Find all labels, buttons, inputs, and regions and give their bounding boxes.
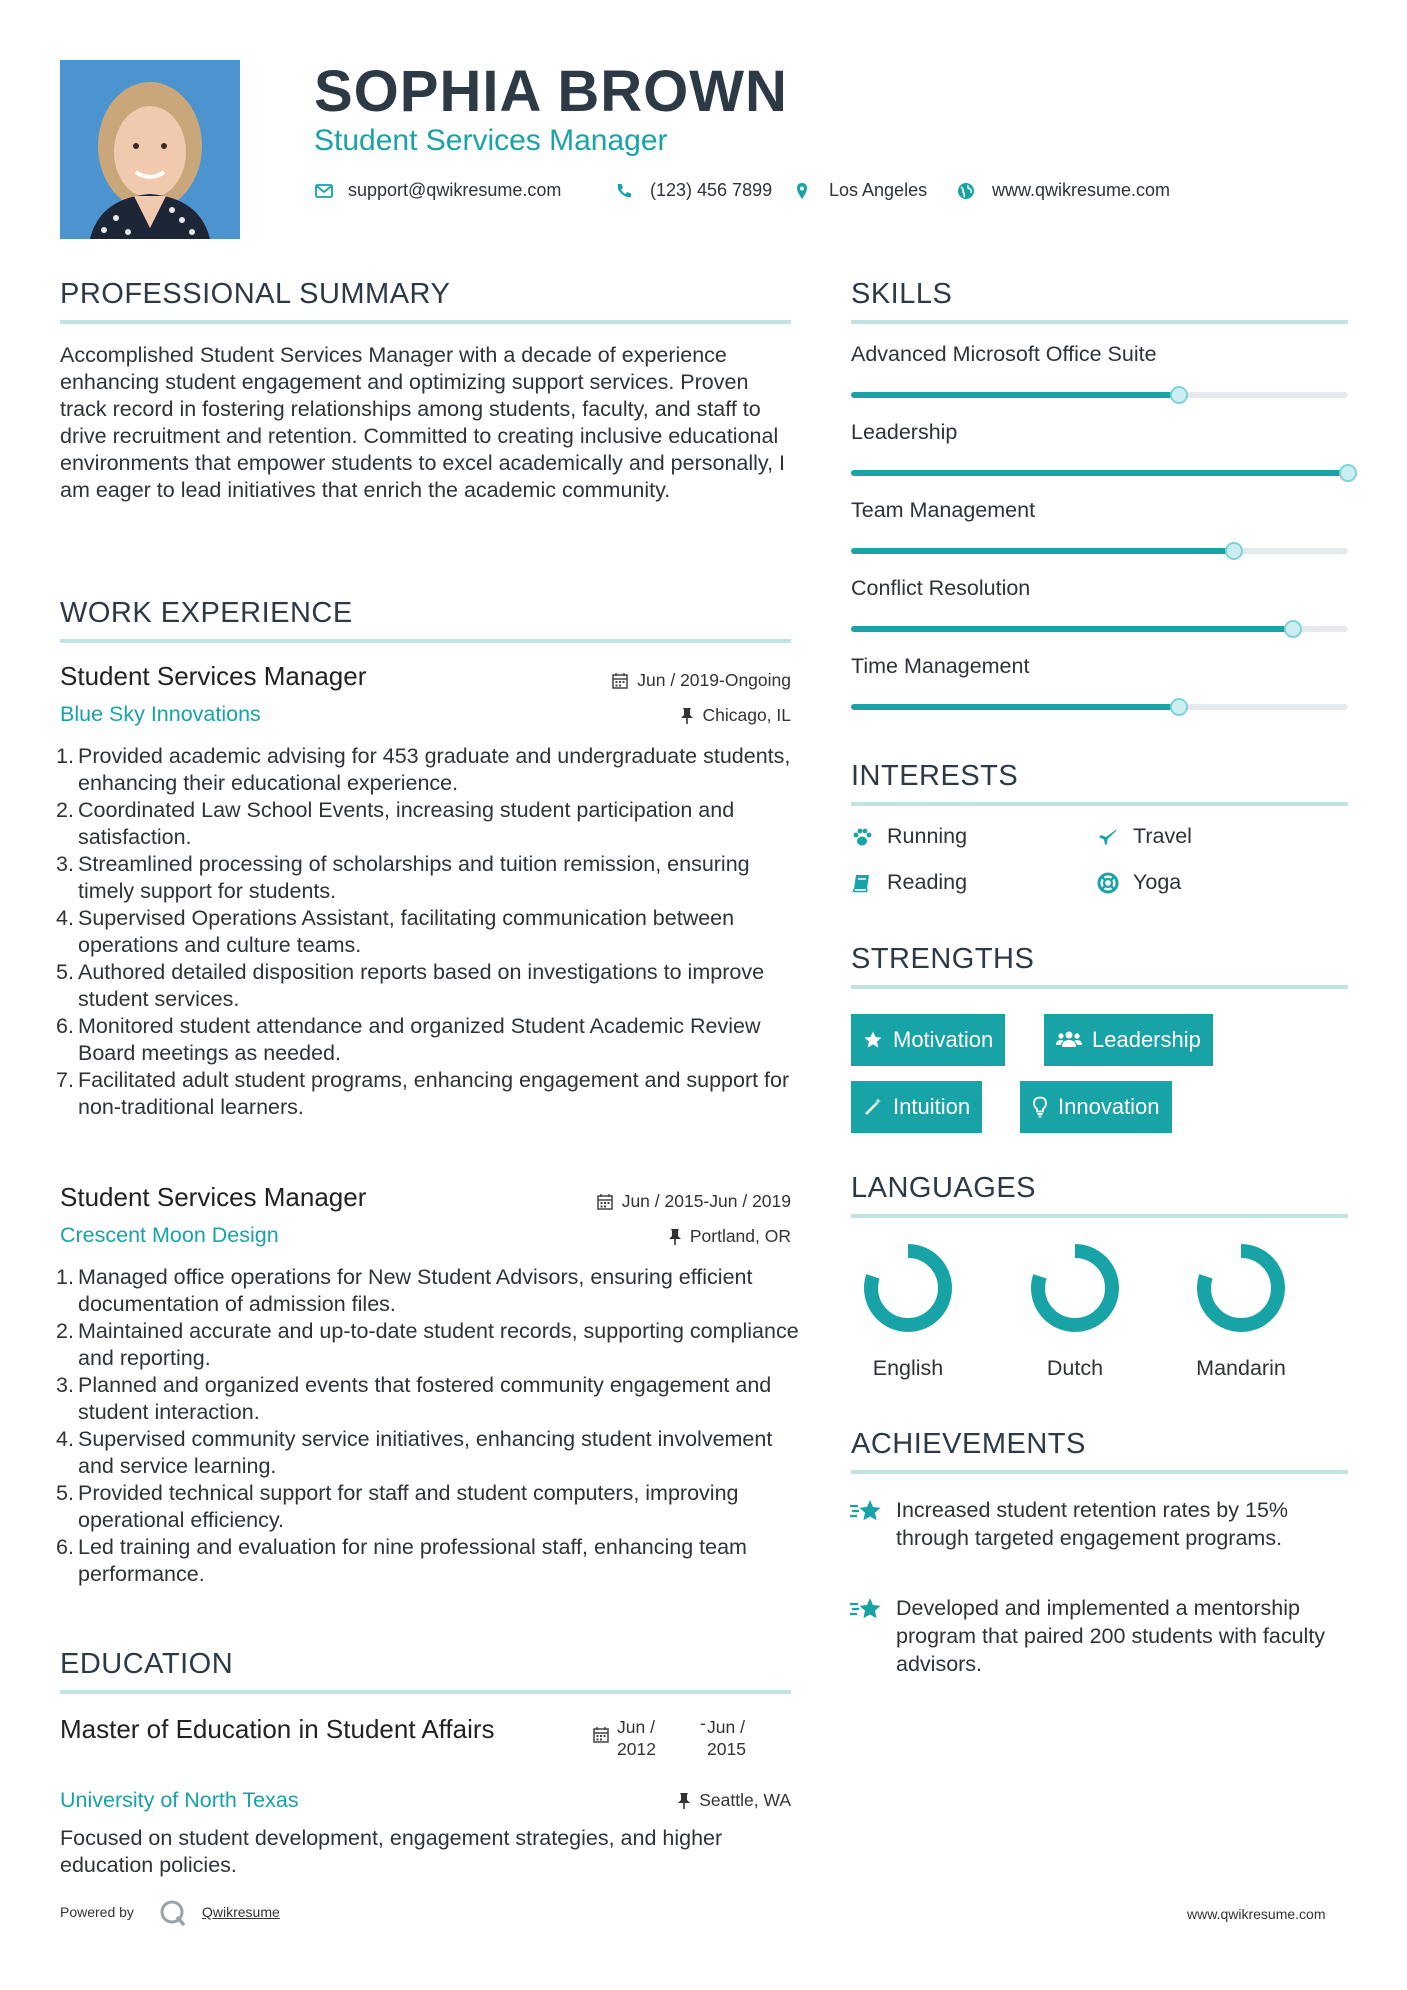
strengths-divider [851, 985, 1348, 989]
school-name: University of North Texas [60, 1788, 299, 1812]
skills-heading: SKILLS [851, 278, 953, 310]
language-name: English [872, 1356, 944, 1380]
strength-chip [1044, 1014, 1213, 1066]
skill-level-track [851, 392, 1348, 398]
skill-level-fill [851, 548, 1234, 554]
skill-name: Conflict Resolution [851, 576, 1031, 600]
job-location-text: Portland, OR [689, 1226, 791, 1246]
skill-level-fill [851, 470, 1348, 476]
language-ring [1025, 1238, 1125, 1338]
strength-label: Innovation [1058, 1094, 1160, 1119]
duty-text: Supervised community service initiatives, enhancing student involvement and service learning. [78, 1427, 773, 1478]
contact-phone[interactable]: (123) 456 7899 [650, 180, 773, 200]
lifebuoy-icon [1097, 872, 1119, 894]
skill-level-track [851, 704, 1348, 710]
duty-text: Authored detailed disposition reports based on investigations to improve student services. [78, 960, 765, 1011]
interest-item [1097, 824, 1192, 849]
language-ring [858, 1238, 958, 1338]
book-icon [851, 872, 873, 894]
job-location [480, 705, 791, 726]
education-divider [60, 1690, 791, 1694]
strength-label: Intuition [893, 1094, 971, 1119]
shooting-star-icon [848, 1595, 884, 1623]
achievements-divider [851, 1470, 1348, 1474]
candidate-title: Student Services Manager [314, 124, 668, 157]
map-marker-icon [792, 181, 812, 201]
globe-icon [956, 181, 976, 201]
contact-location: Los Angeles [829, 180, 928, 200]
profile-photo-image [60, 60, 240, 239]
skills-divider [851, 320, 1348, 324]
skill-level-fill [851, 704, 1179, 710]
profile-photo [60, 60, 240, 239]
duty-item: 2. Coordinated Law School Events, increasing student participation and satisfaction. [56, 798, 735, 849]
skill-name: Team Management [851, 498, 1036, 522]
contact-website[interactable]: www.qwikresume.com [992, 180, 1171, 200]
duty-list [56, 1264, 800, 1588]
language-level-arc [1038, 1251, 1112, 1325]
duty-item: 7. Facilitated adult student programs, enhancing engagement and support for non-traditional learners. [56, 1068, 790, 1119]
duty-item: 3. Streamlined processing of scholarships and tuition remission, ensuring timely support for students. [56, 852, 750, 903]
job-dates [480, 1191, 791, 1212]
duty-text: Managed office operations for New Student Advisors, ensuring efficient documentation of admission files. [78, 1265, 753, 1316]
calendar-icon [592, 1726, 610, 1744]
duty-item: 1. Provided academic advising for 453 graduate and undergraduate students, enhancing their educational experience. [56, 744, 791, 795]
summary-text: Accomplished Student Services Manager with a decade of experience enhancing student engagement and optimizing support services. Proven track record in fostering relationships among students, faculty, and staff to drive recruitment and retention. Committed to creating inclusive educational environments that empower students to excel academically and personally, I am eager to lead initiatives that enrich the academic community. [60, 343, 786, 502]
job-title: Student Services Manager [60, 1182, 367, 1212]
degree-title: Master of Education in Student Affairs [60, 1714, 495, 1744]
lightbulb-icon [1032, 1096, 1048, 1118]
email-icon [314, 181, 334, 201]
job-location-text: Chicago, IL [702, 705, 791, 725]
interest-label: Yoga [1133, 870, 1182, 894]
achievement-text: Increased student retention rates by 15% through targeted engagement programs. [896, 1498, 1289, 1550]
duty-text: Provided academic advising for 453 graduate and undergraduate students, enhancing their educational experience. [78, 744, 791, 795]
duty-item: 4. Supervised community service initiatives, enhancing student involvement and service learning. [56, 1427, 773, 1478]
qwikresume-logo-icon [158, 1898, 188, 1928]
plane-icon [1097, 826, 1119, 848]
duty-text: Facilitated adult student programs, enhancing engagement and support for non-traditional learners. [78, 1068, 790, 1119]
duty-text: Streamlined processing of scholarships and tuition remission, ensuring timely support for students. [78, 852, 750, 903]
interest-label: Running [887, 824, 968, 848]
interest-label: Travel [1133, 824, 1192, 848]
experience-divider [60, 639, 791, 643]
skill-name: Advanced Microsoft Office Suite [851, 342, 1157, 366]
interests-heading: INTERESTS [851, 760, 1019, 792]
qwikresume-link[interactable]: Qwikresume [202, 1904, 280, 1920]
skill-name: Leadership [851, 420, 958, 444]
duty-text: Maintained accurate and up-to-date student records, supporting compliance and reporting. [78, 1319, 799, 1370]
date-separator: - [700, 1713, 706, 1733]
company-name: Crescent Moon Design [60, 1223, 279, 1247]
strength-label: Leadership [1092, 1027, 1201, 1052]
skill-level-track [851, 626, 1348, 632]
language-name: Dutch [1046, 1356, 1104, 1380]
pushpin-icon [680, 707, 694, 725]
summary-heading: PROFESSIONAL SUMMARY [60, 278, 451, 310]
skill-level-knob [1170, 386, 1188, 404]
duty-item: 3. Planned and organized events that fostered community engagement and student interaction. [56, 1373, 772, 1424]
skill-level-fill [851, 626, 1293, 632]
magic-wand-icon [863, 1097, 883, 1117]
duty-item: 4. Supervised Operations Assistant, facilitating communication between operations and culture teams. [56, 906, 735, 957]
pushpin-icon [677, 1792, 691, 1810]
job-dates-text: Jun / 2019-Ongoing [637, 670, 791, 690]
education-start-date: Jun / 2012 [617, 1717, 656, 1759]
interest-item [1097, 870, 1181, 895]
strength-chip [851, 1081, 982, 1133]
skill-level-track [851, 470, 1348, 476]
duty-item: 6. Led training and evaluation for nine professional staff, enhancing team performance. [56, 1535, 747, 1586]
duty-list [56, 743, 800, 1121]
job-dates [480, 670, 791, 691]
candidate-name: SOPHIA BROWN [314, 59, 788, 124]
paw-icon [851, 826, 873, 848]
duty-item: 1. Managed office operations for New Student Advisors, ensuring efficient documentation of admission files. [56, 1265, 753, 1316]
duty-text: Monitored student attendance and organized Student Academic Review Board meetings as needed. [78, 1014, 761, 1065]
job-title: Student Services Manager [60, 661, 367, 691]
job-location [480, 1226, 791, 1247]
skill-level-fill [851, 392, 1179, 398]
interest-item [851, 870, 967, 895]
powered-by-label: Powered by [60, 1904, 134, 1920]
interest-label: Reading [887, 870, 968, 894]
duty-text: Supervised Operations Assistant, facilitating communication between operations and culture teams. [78, 906, 735, 957]
skill-level-knob [1225, 542, 1243, 560]
language-name: Mandarin [1196, 1356, 1286, 1380]
achievement-text: Developed and implemented a mentorship program that paired 200 students with faculty advisors. [896, 1596, 1326, 1676]
language-ring [1191, 1238, 1291, 1338]
achievements-heading: ACHIEVEMENTS [851, 1428, 1086, 1460]
interests-divider [851, 802, 1348, 806]
duty-item: 5. Provided technical support for staff and student computers, improving operational efficiency. [56, 1481, 739, 1532]
strength-label: Motivation [893, 1027, 994, 1052]
skill-level-track [851, 548, 1348, 554]
duty-text: Planned and organized events that fostered community engagement and student interaction. [78, 1373, 772, 1424]
skill-name: Time Management [851, 654, 1030, 678]
interest-item [851, 824, 967, 849]
shooting-star-icon [848, 1497, 884, 1525]
language-level-arc [871, 1251, 945, 1325]
duty-text: Led training and evaluation for nine professional staff, enhancing team performance. [78, 1535, 747, 1586]
education-location [480, 1790, 791, 1811]
duty-item: 6. Monitored student attendance and organized Student Academic Review Board meetings as needed. [56, 1014, 761, 1065]
languages-divider [851, 1214, 1348, 1218]
education-description: Focused on student development, engagement strategies, and higher education policies. [60, 1826, 723, 1877]
duty-item: 2. Maintained accurate and up-to-date student records, supporting compliance and reporting. [56, 1319, 799, 1370]
calendar-icon [596, 1193, 614, 1211]
calendar-icon [611, 672, 629, 690]
summary-divider [60, 320, 791, 324]
languages-heading: LANGUAGES [851, 1172, 1036, 1204]
skill-level-knob [1284, 620, 1302, 638]
education-location-text: Seattle, WA [699, 1790, 791, 1810]
skill-level-knob [1170, 698, 1188, 716]
experience-heading: WORK EXPERIENCE [60, 597, 353, 629]
job-dates-text: Jun / 2015-Jun / 2019 [621, 1191, 791, 1211]
phone-icon [614, 181, 634, 201]
star-icon [863, 1030, 883, 1050]
duty-item: 5. Authored detailed disposition reports based on investigations to improve student services. [56, 960, 765, 1011]
strengths-heading: STRENGTHS [851, 943, 1035, 975]
strength-chip [851, 1014, 1005, 1066]
duty-text: Provided technical support for staff and student computers, improving operational efficiency. [78, 1481, 739, 1532]
pushpin-icon [668, 1228, 682, 1246]
education-end-date: Jun / 2015 [707, 1717, 746, 1759]
language-level-arc [1204, 1251, 1278, 1325]
strength-chip [1020, 1081, 1172, 1133]
users-icon [1056, 1030, 1082, 1050]
company-name: Blue Sky Innovations [60, 702, 261, 726]
education-heading: EDUCATION [60, 1648, 234, 1680]
contact-email[interactable]: support@qwikresume.com [348, 180, 562, 200]
skill-level-knob [1339, 464, 1357, 482]
duty-text: Coordinated Law School Events, increasing student participation and satisfaction. [78, 798, 735, 849]
footer-website[interactable]: www.qwikresume.com [1187, 1906, 1326, 1922]
